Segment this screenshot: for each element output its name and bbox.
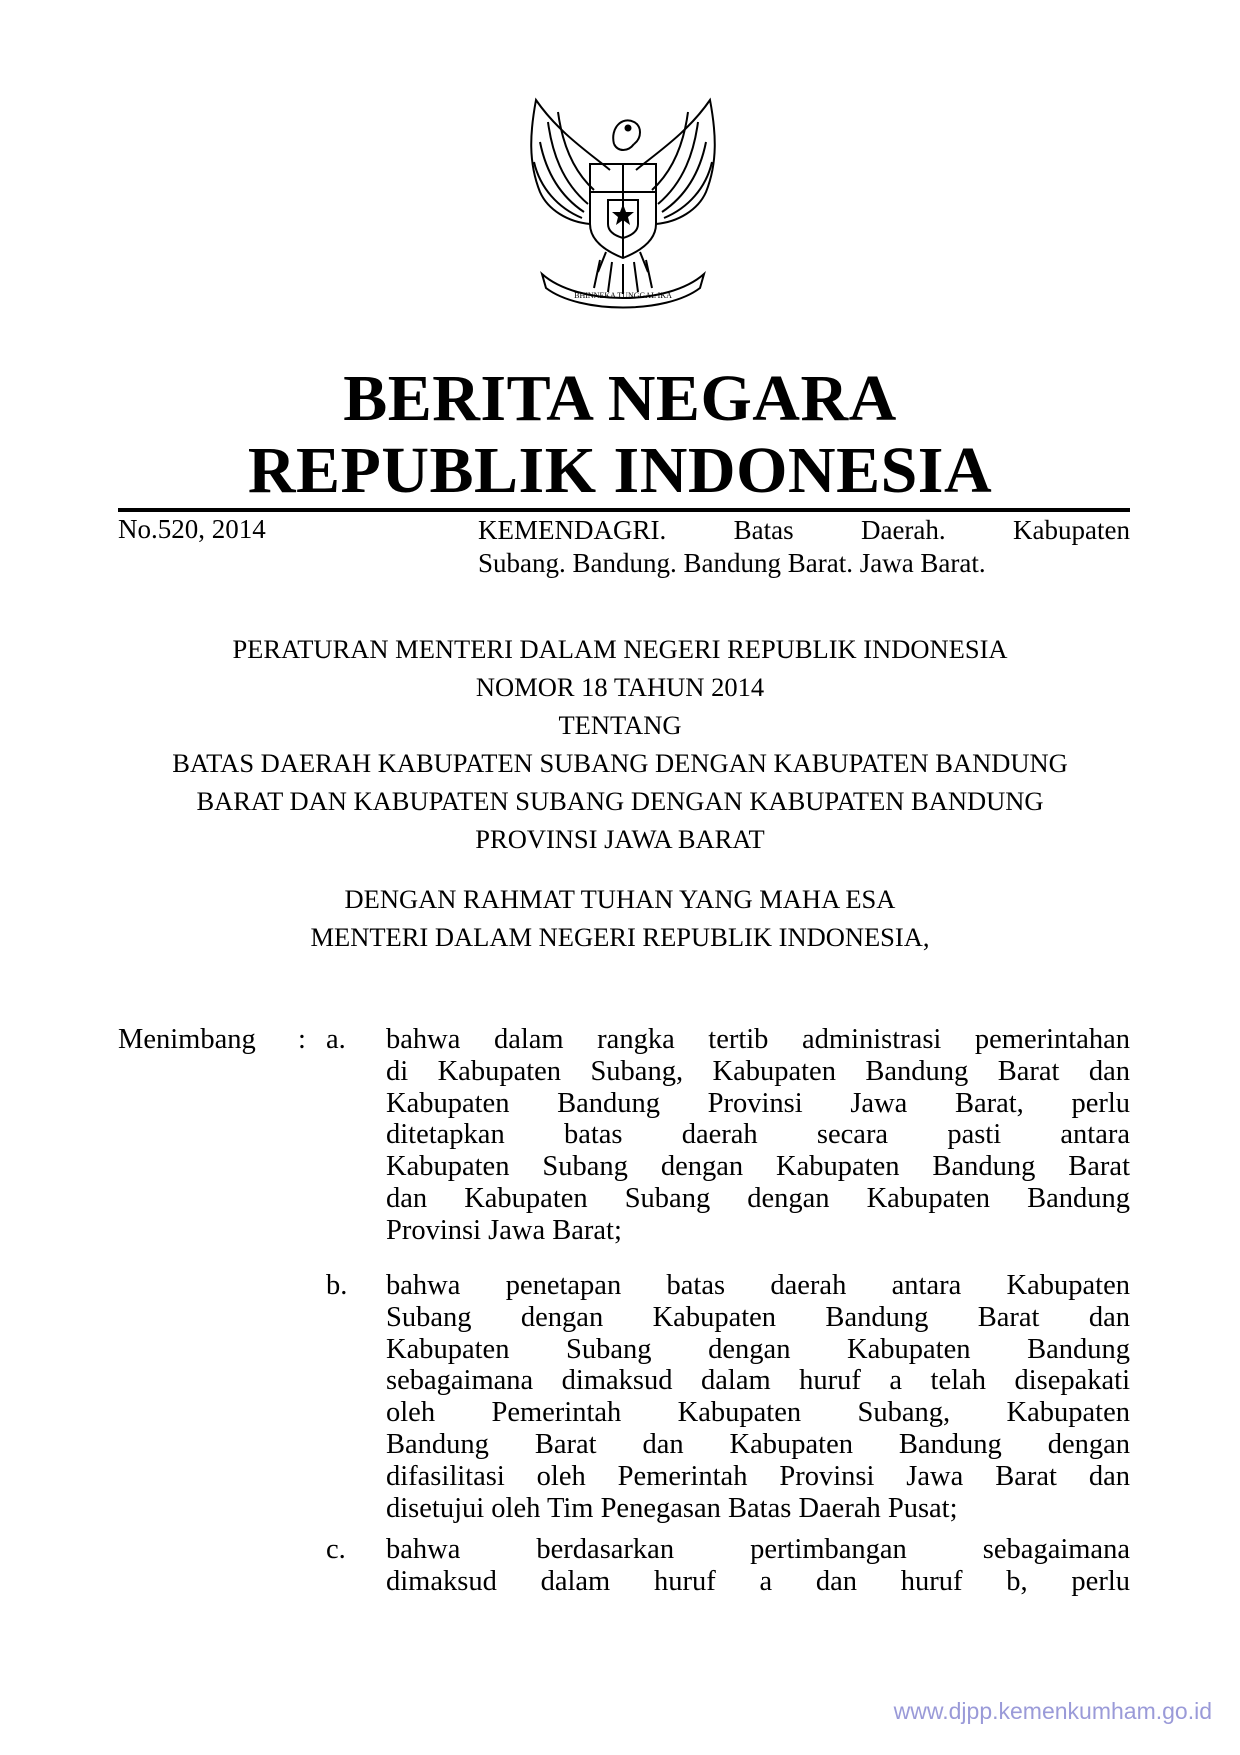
item-letter-c: c. <box>326 1534 346 1565</box>
paragraph-line: bahwa berdasarkan pertimbangan sebagaimana <box>386 1534 1130 1565</box>
masthead-line-2: REPUBLIK INDONESIA <box>247 434 993 507</box>
garuda-pancasila-emblem <box>518 92 728 310</box>
paragraph-line: dimaksud dalam huruf a dan huruf b, perlu <box>386 1565 1130 1597</box>
paragraph-line: oleh Pemerintah Kabupaten Subang, Kabupaten <box>386 1397 1130 1429</box>
regulation-title-line-1: PERATURAN MENTERI DALAM NEGERI REPUBLIK INDONESIA <box>232 634 1008 664</box>
paragraph-line: Kabupaten Subang dengan Kabupaten Bandung Barat <box>386 1151 1130 1183</box>
paragraph-line: di Kabupaten Subang, Kabupaten Bandung Barat dan <box>386 1055 1130 1087</box>
header-rule <box>118 508 1130 512</box>
paragraph-line: bahwa penetapan batas daerah antara Kabupaten <box>386 1270 1130 1301</box>
regulation-subject-line-2: BARAT DAN KABUPATEN SUBANG DENGAN KABUPATEN BANDUNG <box>196 786 1044 816</box>
item-paragraph-a <box>386 1024 1130 1247</box>
paragraph-line: ditetapkan batas daerah secara pasti antara <box>386 1119 1130 1151</box>
paragraph-line: Provinsi Jawa Barat; <box>386 1214 622 1246</box>
emblem-motto: BHINNEKA TUNGGAL IKA <box>574 291 672 300</box>
gazette-subject-line-2: Subang. Bandung. Bandung Barat. Jawa Barat. <box>478 548 986 578</box>
gazette-subject-line-1: KEMENDAGRI. Batas Daerah. Kabupaten <box>478 515 1130 545</box>
regulation-subject-line-3: PROVINSI JAWA BARAT <box>475 824 765 854</box>
paragraph-line: Kabupaten Subang dengan Kabupaten Bandung <box>386 1333 1130 1365</box>
item-paragraph-c <box>386 1534 1130 1598</box>
paragraph-line: Bandung Barat dan Kabupaten Bandung dengan <box>386 1428 1130 1460</box>
paragraph-line: sebagaimana dimaksud dalam huruf a telah disepakati <box>386 1365 1130 1397</box>
footer-url-link[interactable]: www.djpp.kemenkumham.go.id <box>893 1698 1212 1724</box>
paragraph-line: dan Kabupaten Subang dengan Kabupaten Bandung <box>386 1182 1130 1214</box>
menimbang-colon: : <box>298 1024 306 1055</box>
gazette-number: No.520, 2014 <box>118 514 266 544</box>
item-paragraph-b <box>386 1270 1130 1524</box>
menimbang-label: Menimbang <box>118 1024 256 1055</box>
paragraph-line: Subang dengan Kabupaten Bandung Barat dan <box>386 1301 1130 1333</box>
paragraph-line: disetujui oleh Tim Penegasan Batas Daerah Pusat; <box>386 1492 958 1524</box>
paragraph-line: Kabupaten Bandung Provinsi Jawa Barat, perlu <box>386 1087 1130 1119</box>
invocation-line: DENGAN RAHMAT TUHAN YANG MAHA ESA <box>344 884 896 914</box>
regulation-number: NOMOR 18 TAHUN 2014 <box>475 672 765 702</box>
regulation-tentang: TENTANG <box>558 710 682 740</box>
item-letter-a: a. <box>326 1024 346 1055</box>
masthead-line-1: BERITA NEGARA <box>343 362 897 435</box>
regulation-subject-line-1: BATAS DAERAH KABUPATEN SUBANG DENGAN KABUPATEN BANDUNG <box>172 748 1068 778</box>
gazette-subject <box>478 514 1130 580</box>
minister-line: MENTERI DALAM NEGERI REPUBLIK INDONESIA, <box>310 922 930 952</box>
paragraph-line: bahwa dalam rangka tertib administrasi pemerintahan <box>386 1024 1130 1055</box>
paragraph-line: difasilitasi oleh Pemerintah Provinsi Jawa Barat dan <box>386 1460 1130 1492</box>
item-letter-b: b. <box>326 1270 348 1301</box>
